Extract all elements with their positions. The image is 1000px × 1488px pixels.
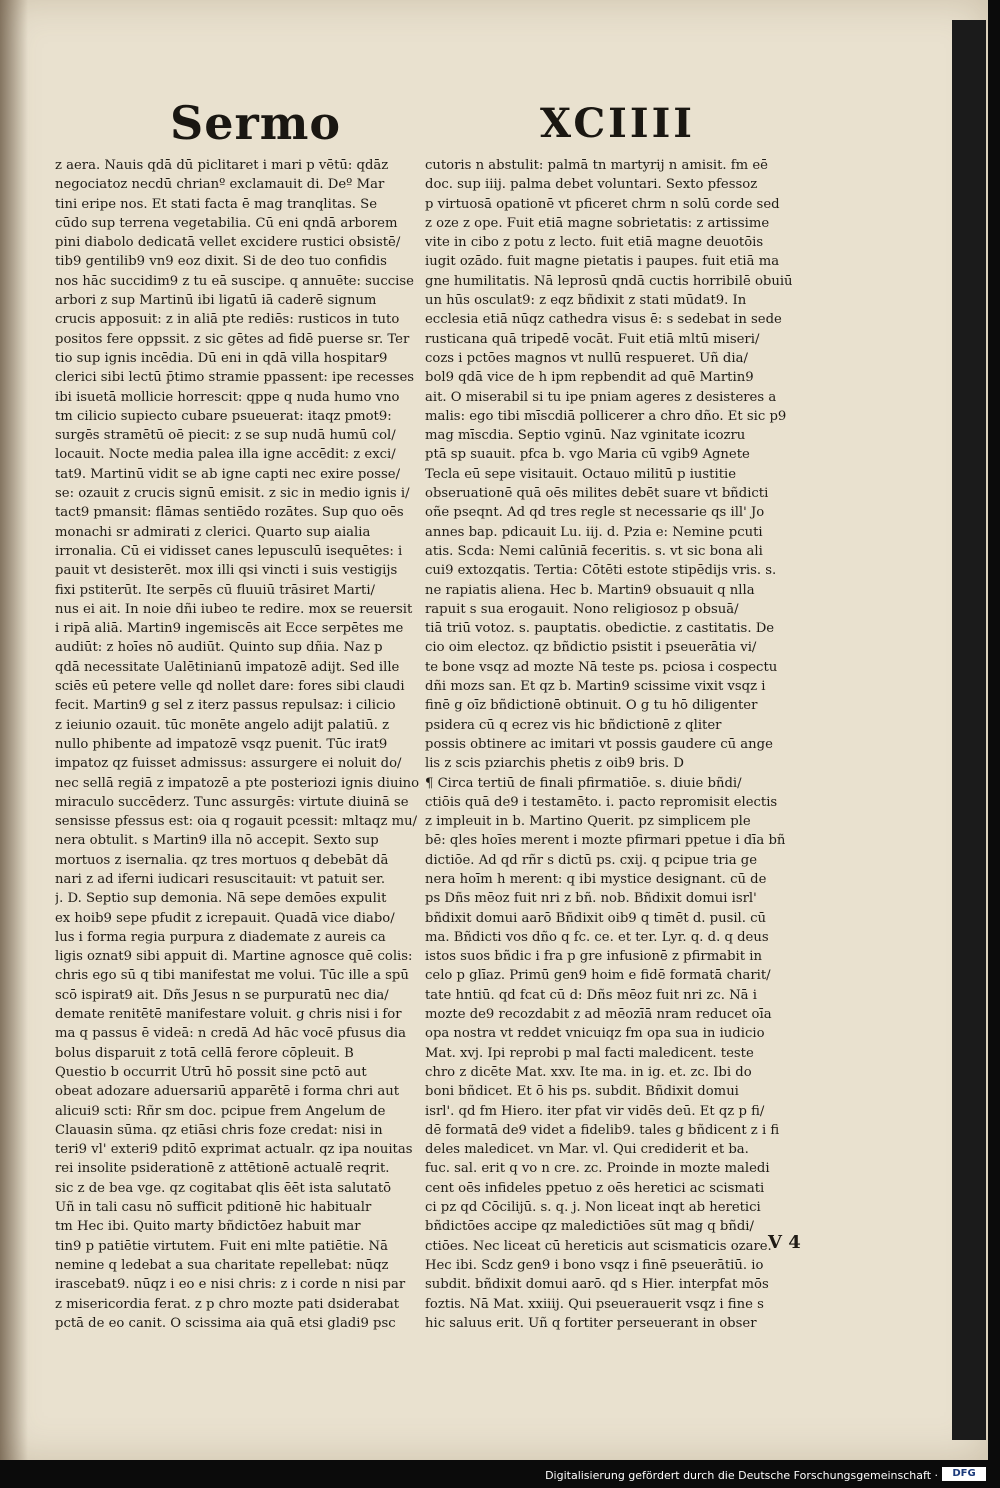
text-line: ¶ Circa tertiū de finali pfirmatiōe. s. diuie bñdi/ xyxy=(425,775,742,791)
text-line: j. D. Septio sup demonia. Nā sepe demōes expulit xyxy=(55,891,387,907)
text-line: cūdo sup terrena vegetabilia. Cū eni qndā arborem xyxy=(55,215,398,231)
text-line: ps Dñs mēoz fuit nri z bñ. nob. Bñdixit domui isrl' xyxy=(425,891,757,907)
text-line: bē: qles hoīes merent i mozte pfirmari ppetue i dīa bñ xyxy=(425,833,786,849)
text-line: psidera cū q ecrez vis hic bñdictionē z qliter xyxy=(425,717,722,733)
text-line: alicui9 scti: Rñr sm doc. pcipue frem Angelum de xyxy=(55,1103,386,1119)
left-text-column xyxy=(55,156,447,1333)
text-line: tib9 gentilib9 vn9 eoz dixit. Si de deo tuo confidis xyxy=(55,254,387,270)
text-line: tin9 p patiētie virtutem. Fuit eni mlte patiētie. Nā xyxy=(55,1238,388,1254)
text-line: Questio b occurrit Utrū hō possit sine pctō aut xyxy=(55,1064,367,1080)
text-line: lus i forma regia purpura z diademate z aureis ca xyxy=(55,929,386,945)
text-line: tm Hec ibi. Quito marty bñdictōez habuit mar xyxy=(55,1219,361,1235)
signature-mark: V 4 xyxy=(768,1232,801,1253)
text-line: ptā sp suauit. pfca b. vgo Maria cū vgib9 Agnete xyxy=(425,447,750,463)
text-line: ibi isuetā mollicie horrescit: qppe q nuda humo vno xyxy=(55,389,400,405)
text-line: istos suos bñdic i fra p gre infusionē z pfirmabit in xyxy=(425,949,762,965)
text-line: subdit. bñdixit domui aarō. qd s Hier. interpfat mōs xyxy=(425,1277,769,1293)
text-line: iugit ozādo. fuit magne pietatis i paupes. fuit etiā ma xyxy=(425,254,780,270)
spine-shadow xyxy=(0,0,28,1460)
page-edge xyxy=(952,20,986,1440)
text-line: ma. Bñdicti vos dño q fc. ce. et ter. Lyr. q. d. q deus xyxy=(425,929,769,945)
folio-number: XCIIII xyxy=(540,100,696,147)
text-line: tate hntiū. qd fcat cū d: Dñs mēoz fuit nri zc. Nā i xyxy=(425,987,757,1003)
text-line: hic saluus erit. Uñ q fortiter perseuerant in obser xyxy=(425,1315,757,1331)
running-title: Sermo xyxy=(170,96,342,150)
text-line: monachi sr admirati z clerici. Quarto sup aialia xyxy=(55,524,371,540)
text-line: pctā de eo canit. O scissima aia quā etsi gladi9 psc xyxy=(55,1315,396,1331)
text-line: obeat adozare aduersariū apparētē i forma chri aut xyxy=(55,1084,399,1100)
text-line: irronalia. Cū ei vidisset canes lepusculū isequētes: i xyxy=(55,543,403,559)
text-line: tm cilicio supiecto cubare psueuerat: itaqz pmot9: xyxy=(55,408,392,424)
text-line: finē g oīz bñdictionē obtinuit. O g tu hō diligenter xyxy=(425,698,758,714)
text-line: locauit. Nocte media palea illa igne accēdit: z exci/ xyxy=(55,447,396,463)
text-line: clerici sibi lectū p̄timo stramie ppassent: ipe recesses xyxy=(55,370,415,386)
text-line: cutoris n abstulit: palmā tn martyrij n amisit. fm eē xyxy=(425,158,768,173)
text-line: surgēs stramētū oē piecit: z se sup nudā humū col/ xyxy=(55,428,396,444)
text-line: sensisse pfessus est: oia q rogauit pcessit: mltaqz mu/ xyxy=(55,814,418,830)
text-line: dñi mozs san. Et qz b. Martin9 scissime vixit vsqz i xyxy=(425,679,766,695)
text-line: i ripā aliā. Martin9 ingemiscēs ait Ecce serpētes me xyxy=(55,621,404,637)
text-line: audiūt: z hoīes nō audiūt. Quinto sup dñia. Naz p xyxy=(55,640,383,656)
text-line: Hec ibi. Scdz gen9 i bono vsqz i finē pseuerātiū. io xyxy=(425,1257,764,1273)
text-line: p virtuosā opationē vt pficeret chrm n solū corde sed xyxy=(425,196,780,212)
text-line: fecit. Martin9 g sel z iterz passus repulsaz: i cilicio xyxy=(55,698,396,714)
text-line: isrl'. qd fm Hiero. iter pfat vir vidēs deū. Et qz p fi/ xyxy=(425,1103,765,1119)
text-line: z oze z ope. Fuit etiā magne sobrietatis: z artissime xyxy=(425,215,770,231)
text-line: fixi pstiterūt. Ite serpēs cū fluuiū trāsiret Marti/ xyxy=(55,582,375,598)
text-line: impatoz qz fuisset admissus: assurgere ei noluit do/ xyxy=(55,756,402,772)
text-line: crucis apposuit: z in aliā pte rediēs: rusticos in tuto xyxy=(55,312,400,328)
text-line: ctiōis quā de9 i testamēto. i. pacto repromisit electis xyxy=(425,794,778,810)
text-line: possis obtinere ac imitari vt possis gaudere cū ange xyxy=(425,736,773,752)
text-line: opa nostra vt reddet vnicuiqz fm opa sua in iudicio xyxy=(425,1026,765,1042)
text-line: tini eripe nos. Et stati facta ē mag tranqlitas. Se xyxy=(55,196,377,212)
text-line: bñdixit domui aarō Bñdixit oib9 q timēt d. pusil. cū xyxy=(425,910,767,926)
text-line: gne humilitatis. Nā leprosū qndā cuctis horribilē obuiū xyxy=(425,273,793,289)
text-line: nera obtulit. s Martin9 illa nō accepit. Sexto sup xyxy=(55,833,379,849)
text-line: mozte de9 recozdabit z ad mēozīā nram reducet oīa xyxy=(425,1007,772,1023)
text-line: te bone vsqz ad mozte Nā teste ps. pciosa i cospectu xyxy=(425,659,778,675)
text-line: rapuit s sua erogauit. Nono religiosoz p obsuā/ xyxy=(425,601,739,617)
text-line: bol9 qdā vice de h ipm repbendit ad quē Martin9 xyxy=(425,370,754,386)
text-line: demate renitētē manifestare voluit. g chris nisi i for xyxy=(55,1007,402,1023)
text-line: negociatoz necdū chrianº exclamauit di. Deº Mar xyxy=(55,177,385,193)
text-line: teri9 vl' exteri9 pditō exprimat actualr. qz ipa nouitas xyxy=(55,1142,413,1158)
text-line: ne rapiatis aliena. Hec b. Martin9 obsuauit q nlla xyxy=(425,582,755,598)
text-line: tio sup ignis incēdia. Dū eni in qdā villa hospitar9 xyxy=(55,350,388,366)
text-line: cui9 extozqatis. Tertia: Cōtēti estote stipēdijs vris. s. xyxy=(425,563,777,579)
text-line: rei insolite psiderationē z attētionē actualē reqrit. xyxy=(55,1161,390,1177)
text-line: ma q passus ē videā: n credā Ad hāc vocē pfusus dia xyxy=(55,1026,406,1042)
text-line: boni bñdicet. Et ō his ps. subdit. Bñdixit domui xyxy=(425,1084,739,1100)
text-line: annes bap. pdicauit Lu. iij. d. Pzia e: Nemine pcuti xyxy=(425,524,763,540)
text-line: dē formatā de9 videt a fidelib9. tales g bñdicent z i fi xyxy=(425,1122,780,1138)
funding-credit: Digitalisierung gefördert durch die Deutsche Forschungsgemeinschaft · xyxy=(545,1469,938,1482)
text-line: positos fere oppssit. z sic gētes ad fidē puerse sr. Ter xyxy=(55,331,410,347)
text-line: oñe pseqnt. Ad qd tres regle st necessarie qs ill' Jo xyxy=(425,505,765,521)
text-line: mag mīscdia. Septio vginū. Naz vginitate icozru xyxy=(425,428,746,444)
text-line: deles maledicet. vn Mar. vl. Qui crediderit et ba. xyxy=(425,1142,749,1158)
text-line: nus ei ait. In noie dñi iubeo te redire. mox se reuersit xyxy=(55,601,413,617)
text-line: tat9. Martinū vidit se ab igne capti nec exire posse/ xyxy=(55,466,401,482)
text-line: sciēs eū petere velle qd nollet dare: fores sibi claudi xyxy=(55,679,405,695)
footer-bar xyxy=(0,1460,1000,1488)
text-line: bolus disparuit z totā cellā ferore cōpleuit. B xyxy=(55,1045,354,1061)
text-line: pini diabolo dedicatā vellet excidere rustici obsistē/ xyxy=(55,235,401,251)
text-line: se: ozauit z crucis signū emisit. z sic in medio ignis i/ xyxy=(55,486,410,502)
text-line: obseruationē quā oēs milites debēt suare vt bñdicti xyxy=(425,486,769,502)
text-line: tact9 pmansit: flāmas sentiēdo rozātes. Sup quo oēs xyxy=(55,505,404,521)
text-line: z impleuit in b. Martino Querit. pz simplicem ple xyxy=(425,814,751,830)
text-line: nari z ad iferni iudicari resuscitauit: vt patuit ser. xyxy=(55,871,386,887)
text-line: ci pz qd Cōcilijū. s. q. j. Non liceat inqt ab heretici xyxy=(425,1200,761,1216)
text-line: celo p glīaz. Primū gen9 hoim e fidē formatā charit/ xyxy=(425,968,771,984)
text-line: rusticana quā tripedē vocāt. Fuit etiā mltū miseri/ xyxy=(425,331,760,347)
text-line: nera hoīm h merent: q ibi mystice designant. cū de xyxy=(425,871,767,887)
dfg-logo: DFG xyxy=(942,1467,986,1481)
text-line: ctiōes. Nec liceat cū hereticis aut scismaticis ozare. xyxy=(425,1238,772,1254)
text-line: z aera. Nauis qdā dū piclitaret i mari p vētū: qdāz xyxy=(55,158,389,173)
text-line: miraculo succēderz. Tunc assurgēs: virtute diuinā se xyxy=(55,794,409,810)
text-line: dictiōe. Ad qd rñr s dictū ps. cxij. q pcipue tria ge xyxy=(425,852,758,868)
text-line: ait. O miserabil si tu ipe pniam ageres z desisteres a xyxy=(425,389,777,405)
text-line: cio oim electoz. qz bñdictio psistit i pseuerātia vi/ xyxy=(425,640,757,656)
text-line: doc. sup iiij. palma debet voluntari. Sexto pfessoz xyxy=(425,177,758,193)
right-text-column xyxy=(425,156,820,1333)
text-line: chris ego sū q tibi manifestat me volui. Tūc ille a spū xyxy=(55,968,409,984)
text-line: vite in cibo z potu z lecto. fuit etiā magne deuotōis xyxy=(425,235,764,251)
text-line: nec sellā regiā z impatozē a pte posteriozi ignis diuino xyxy=(55,775,420,791)
text-line: cent oēs infideles ppetuo z oēs heretici ac scismati xyxy=(425,1180,765,1196)
text-line: malis: ego tibi mīscdiā pollicerer a chro dño. Et sic p9 xyxy=(425,408,787,424)
text-line: irascebat9. nūqz i eo e nisi chris: z i corde n nisi par xyxy=(55,1277,406,1293)
text-line: ligis oznat9 sibi appuit di. Martine agnosce quē colis: xyxy=(55,949,413,965)
text-line: Mat. xvj. Ipi reprobi p mal facti maledicent. teste xyxy=(425,1045,754,1061)
text-line: un hūs osculat9: z eqz bñdixit z stati mūdat9. In xyxy=(425,293,747,309)
text-line: sic z de bea vge. qz cogitabat qlis ēēt ista salutatō xyxy=(55,1180,392,1196)
text-line: Tecla eū sepe visitauit. Octauo militū p iustitie xyxy=(425,466,737,482)
text-line: pauit vt desisterēt. mox illi qsi vincti i suis vestigijs xyxy=(55,563,398,579)
text-line: nullo phibente ad impatozē vsqz puenit. Tūc irat9 xyxy=(55,736,388,752)
text-line: Clauasin sūma. qz etiāsi chris foze credat: nisi in xyxy=(55,1122,383,1138)
text-line: chro z dicēte Mat. xxv. Ite ma. in ig. et. zc. Ibi do xyxy=(425,1064,752,1080)
text-line: ecclesia etiā nūqz cathedra visus ē: s sedebat in sede xyxy=(425,312,782,328)
text-line: mortuos z isernalia. qz tres mortuos q debebāt dā xyxy=(55,852,389,868)
text-line: atis. Scda: Nemi calūniā feceritis. s. vt sic bona ali xyxy=(425,543,763,559)
text-line: bñdictōes accipe qz maledictiōes sūt mag q bñdi/ xyxy=(425,1219,754,1235)
text-line: ex hoib9 sepe pfudit z icrepauit. Quadā vice diabo/ xyxy=(55,910,395,926)
text-line: nemine q ledebat a sua charitate repellebat: nūqz xyxy=(55,1257,389,1273)
text-line: lis z scis pziarchis phetis z oib9 bris. D xyxy=(425,756,684,772)
text-line: tiā triū votoz. s. pauptatis. obedictie. z castitatis. De xyxy=(425,621,775,637)
text-line: arbori z sup Martinū ibi ligatū iā caderē signum xyxy=(55,293,377,309)
text-line: Uñ in tali casu nō sufficit pditionē hic habitualr xyxy=(55,1200,372,1216)
text-line: foztis. Nā Mat. xxiiij. Qui pseuerauerit vsqz i fine s xyxy=(425,1296,764,1312)
text-line: cozs i pctōes magnos vt nullū respueret. Uñ dia/ xyxy=(425,350,748,366)
text-line: fuc. sal. erit q vo n cre. zc. Proinde in mozte maledi xyxy=(425,1161,770,1177)
text-line: z ieiunio ozauit. tūc monēte angelo adijt palatiū. z xyxy=(55,717,390,733)
text-line: nos hāc succidim9 z tu eā suscipe. q annuēte: succise xyxy=(55,273,414,289)
text-line: qdā necessitate Ualētinianū impatozē adijt. Sed ille xyxy=(55,659,400,675)
text-line: z misericordia ferat. z p chro mozte pati dsiderabat xyxy=(55,1296,400,1312)
text-line: scō ispirat9 ait. Dñs Jesus n se purpuratū nec dia/ xyxy=(55,987,389,1003)
